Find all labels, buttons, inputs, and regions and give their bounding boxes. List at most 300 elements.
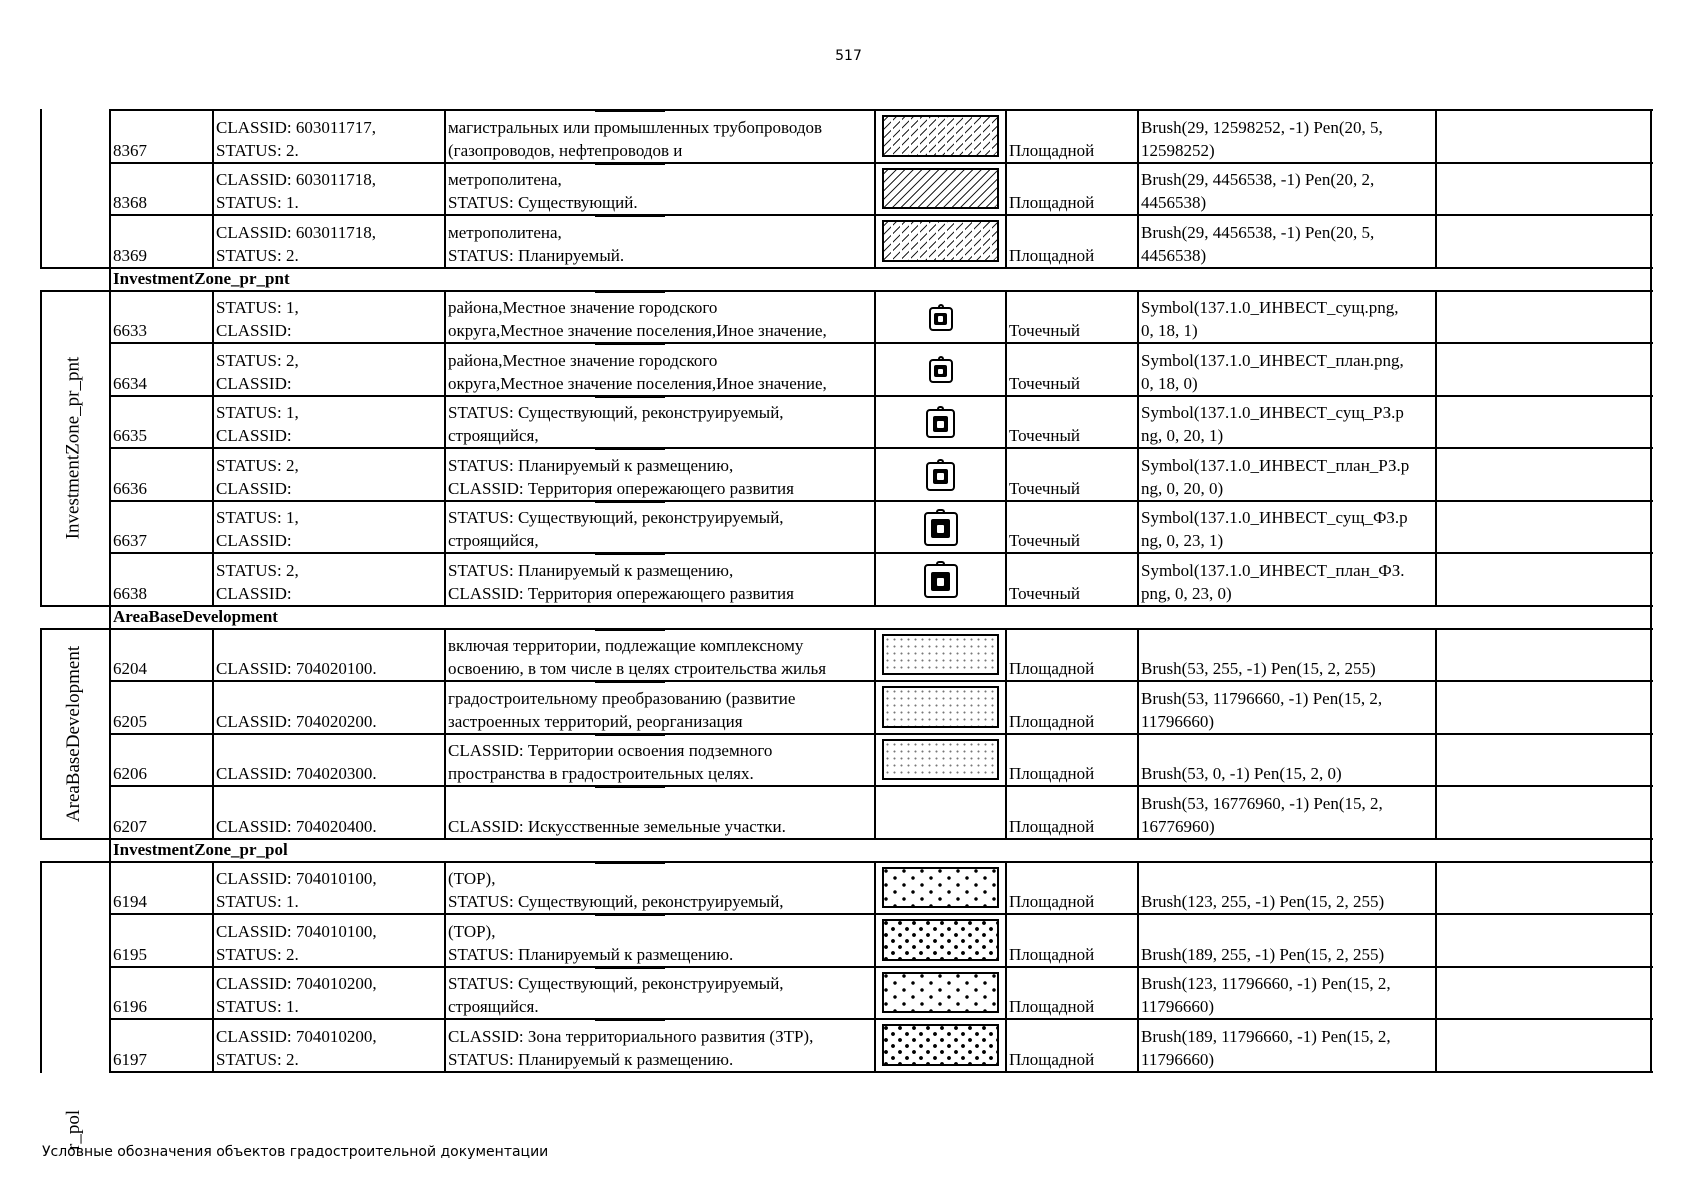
row-classid-status-line: CLASSID: 704010200, bbox=[216, 974, 377, 993]
row-style-string bbox=[1139, 629, 1435, 681]
row-classid-status bbox=[214, 1019, 444, 1071]
grid-line bbox=[1435, 290, 1437, 607]
row-classid-status bbox=[214, 448, 444, 500]
grid-line bbox=[1005, 109, 1007, 269]
row-classid-status-line: CLASSID: 603011718, bbox=[216, 222, 376, 242]
grid-line bbox=[110, 500, 1653, 502]
clipped-text-tick bbox=[595, 111, 665, 112]
grid-line bbox=[212, 109, 214, 269]
row-id-text: 8367 bbox=[113, 140, 147, 160]
row-classid-status bbox=[214, 163, 444, 215]
row-style-string-line: Brush(53, 0, -1) Pen(15, 2, 0) bbox=[1141, 764, 1342, 783]
row-id bbox=[111, 215, 212, 267]
row-style-string-line: Brush(29, 12598252, -1) Pen(20, 5, bbox=[1141, 117, 1383, 137]
row-style-string bbox=[1139, 681, 1435, 733]
page-footer: Условные обозначения объектов градостроительной документации bbox=[42, 1144, 549, 1160]
fill-pattern-swatch bbox=[882, 686, 999, 728]
clipped-text-tick bbox=[595, 397, 665, 398]
briefcase-icon bbox=[929, 359, 953, 383]
row-classid-status bbox=[214, 629, 444, 681]
row-classid-status-line: CLASSID: bbox=[216, 478, 292, 498]
row-description bbox=[446, 448, 874, 500]
row-classid-status-line: STATUS: 2. bbox=[216, 140, 299, 160]
section-vertical-label-box bbox=[41, 629, 110, 839]
row-style-string-line: 4456538) bbox=[1141, 193, 1207, 212]
row-style-string-line: Symbol(137.1.0_ИНВЕСТ_план_ФЗ. bbox=[1141, 560, 1405, 580]
row-geometry-type-text: Площадной bbox=[1009, 711, 1095, 731]
row-style-string bbox=[1139, 501, 1435, 553]
row-id-text: 6206 bbox=[113, 764, 147, 783]
briefcase-body bbox=[931, 519, 950, 538]
grid-line bbox=[41, 838, 112, 840]
grid-line bbox=[1650, 838, 1652, 863]
row-description-line bbox=[448, 792, 874, 815]
briefcase-body bbox=[934, 313, 946, 325]
row-geometry-type-text: Площадной bbox=[1009, 659, 1095, 678]
clipped-text-tick bbox=[595, 682, 665, 683]
row-style-string-line: Brush(53, 11796660, -1) Pen(15, 2, bbox=[1141, 688, 1383, 708]
grid-line bbox=[212, 628, 214, 840]
section-vertical-label-box bbox=[41, 862, 110, 1150]
row-description-line: района,Местное значение городского bbox=[448, 350, 718, 370]
row-classid-status bbox=[214, 215, 444, 267]
row-geometry-type bbox=[1007, 501, 1137, 553]
clipped-text-tick bbox=[595, 787, 665, 788]
row-id bbox=[111, 734, 212, 786]
row-style-string bbox=[1139, 1019, 1435, 1071]
briefcase-body bbox=[931, 572, 950, 591]
row-style-string-line: Brush(29, 4456538, -1) Pen(20, 2, bbox=[1141, 170, 1375, 189]
row-description-line: (газопроводов, нефтепроводов и bbox=[448, 140, 683, 160]
row-description bbox=[446, 163, 874, 215]
row-classid-status bbox=[214, 343, 444, 395]
row-geometry-type-text: Точечный bbox=[1009, 478, 1081, 498]
row-classid-status bbox=[214, 967, 444, 1019]
row-geometry-type bbox=[1007, 343, 1137, 395]
row-classid-status-line: CLASSID: 603011717, bbox=[216, 117, 376, 137]
grid-line bbox=[110, 1018, 1653, 1020]
row-classid-status-line: CLASSID: 603011718, bbox=[216, 170, 376, 189]
grid-line bbox=[110, 966, 1653, 968]
grid-line bbox=[110, 395, 1653, 397]
row-style-string-line: Symbol(137.1.0_ИНВЕСТ_сущ_РЗ.p bbox=[1141, 403, 1404, 422]
row-description-line: CLASSID: Зона территориального развития (ЗТР), bbox=[448, 1026, 814, 1046]
briefcase-handle bbox=[936, 561, 945, 566]
row-classid-status-line: CLASSID: 704020100. bbox=[216, 659, 377, 678]
row-classid-status-line: STATUS: 1. bbox=[216, 997, 299, 1016]
row-style-string-line: png, 0, 23, 0) bbox=[1141, 583, 1232, 603]
row-geometry-type-text: Точечный bbox=[1009, 426, 1081, 445]
row-geometry-type bbox=[1007, 967, 1137, 1019]
clipped-text-tick bbox=[595, 344, 665, 345]
row-description-line: STATUS: Существующий. bbox=[448, 193, 638, 212]
row-classid-status-line: CLASSID: 704020300. bbox=[216, 764, 377, 783]
row-style-string-line: Symbol(137.1.0_ИНВЕСТ_план.png, bbox=[1141, 350, 1404, 370]
row-classid-status-line: CLASSID: 704010100, bbox=[216, 869, 377, 888]
fill-pattern-swatch bbox=[882, 919, 999, 961]
section-vertical-label: AreaBaseDevelopment bbox=[62, 645, 84, 822]
row-geometry-type-text: Точечный bbox=[1009, 583, 1081, 603]
row-classid-status-line bbox=[216, 792, 444, 815]
row-geometry-type bbox=[1007, 734, 1137, 786]
row-description-line: STATUS: Существующий, реконструируемый, bbox=[448, 403, 784, 422]
row-style-string bbox=[1139, 862, 1435, 914]
row-description bbox=[446, 110, 874, 162]
row-style-string-line bbox=[1141, 739, 1435, 762]
row-classid-status-line: CLASSID: 704010200, bbox=[216, 1026, 377, 1046]
row-id-text: 6196 bbox=[113, 997, 147, 1016]
clipped-text-tick bbox=[595, 915, 665, 916]
grid-line bbox=[110, 552, 1653, 554]
row-description-line: магистральных или промышленных трубопроводов bbox=[448, 117, 823, 137]
grid-line bbox=[1650, 861, 1652, 1073]
row-description bbox=[446, 291, 874, 343]
row-description-line: метрополитена, bbox=[448, 222, 562, 242]
grid-line bbox=[1137, 109, 1139, 269]
row-description-line: округа,Местное значение поселения,Иное значение, bbox=[448, 373, 827, 393]
row-style-string-line bbox=[1141, 867, 1435, 890]
row-classid-status bbox=[214, 786, 444, 838]
row-classid-status-line: CLASSID: bbox=[216, 321, 292, 340]
row-classid-status-line bbox=[216, 739, 444, 762]
row-classid-status bbox=[214, 396, 444, 448]
row-id bbox=[111, 914, 212, 966]
clipped-text-tick bbox=[595, 630, 665, 631]
row-description bbox=[446, 629, 874, 681]
grid-line bbox=[110, 1071, 1653, 1073]
row-description-line: STATUS: Существующий, реконструируемый, bbox=[448, 508, 784, 527]
briefcase-handle bbox=[937, 459, 945, 464]
grid-line bbox=[1005, 861, 1007, 1073]
row-style-string bbox=[1139, 448, 1435, 500]
briefcase-handle bbox=[938, 304, 944, 309]
row-description-line: градостроительному преобразованию (развитие bbox=[448, 688, 796, 708]
grid-line bbox=[1650, 628, 1652, 840]
row-classid-status bbox=[214, 734, 444, 786]
row-id bbox=[111, 343, 212, 395]
row-geometry-type-text: Площадной bbox=[1009, 245, 1095, 265]
clipped-text-tick bbox=[595, 449, 665, 450]
clipped-text-tick bbox=[595, 968, 665, 969]
row-id-text: 6637 bbox=[113, 531, 147, 550]
grid-line bbox=[1137, 628, 1139, 840]
row-style-string bbox=[1139, 396, 1435, 448]
row-geometry-type bbox=[1007, 448, 1137, 500]
row-description-line: STATUS: Планируемый. bbox=[448, 245, 625, 265]
section-vertical-label: r_pol bbox=[62, 1109, 84, 1150]
row-description bbox=[446, 215, 874, 267]
row-classid-status-line: STATUS: 2. bbox=[216, 944, 299, 964]
row-classid-status-line: STATUS: 1, bbox=[216, 508, 299, 527]
grid-line bbox=[41, 861, 112, 863]
row-geometry-type bbox=[1007, 786, 1137, 838]
grid-line bbox=[874, 109, 876, 269]
row-style-string bbox=[1139, 734, 1435, 786]
fill-pattern-swatch bbox=[882, 634, 999, 676]
row-classid-status-line: STATUS: 2, bbox=[216, 350, 299, 370]
row-description-line: строящийся, bbox=[448, 426, 539, 445]
fill-pattern-swatch bbox=[882, 867, 999, 909]
row-style-string-line bbox=[1141, 920, 1435, 943]
row-classid-status-line: STATUS: 1, bbox=[216, 298, 299, 317]
row-id-text: 6195 bbox=[113, 944, 147, 964]
row-style-string-line bbox=[1141, 634, 1435, 657]
row-style-string bbox=[1139, 215, 1435, 267]
clipped-text-tick bbox=[595, 292, 665, 293]
grid-line bbox=[110, 290, 1653, 292]
row-geometry-type-text: Площадной bbox=[1009, 764, 1095, 783]
row-classid-status bbox=[214, 291, 444, 343]
grid-line bbox=[110, 680, 1653, 682]
briefcase-body bbox=[934, 365, 946, 377]
briefcase-icon bbox=[924, 512, 958, 546]
row-id bbox=[111, 967, 212, 1019]
row-geometry-type bbox=[1007, 396, 1137, 448]
row-description-line: STATUS: Планируемый к размещению, bbox=[448, 560, 734, 580]
row-style-string-line: Symbol(137.1.0_ИНВЕСТ_сущ.png, bbox=[1141, 298, 1399, 317]
row-id bbox=[111, 681, 212, 733]
grid-line bbox=[110, 214, 1653, 216]
briefcase-handle bbox=[938, 356, 944, 361]
row-geometry-type bbox=[1007, 629, 1137, 681]
row-style-string-line: ng, 0, 20, 0) bbox=[1141, 478, 1224, 498]
row-style-string-line: 16776960) bbox=[1141, 816, 1215, 836]
row-style-string-line: Brush(123, 11796660, -1) Pen(15, 2, bbox=[1141, 974, 1391, 993]
section-vertical-label: InvestmentZone_pr_pnt bbox=[62, 356, 84, 540]
grid-line bbox=[1005, 290, 1007, 607]
section-title: InvestmentZone_pr_pnt bbox=[113, 268, 290, 288]
row-geometry-type-text: Точечный bbox=[1009, 321, 1081, 340]
grid-line bbox=[1650, 267, 1652, 292]
row-description bbox=[446, 343, 874, 395]
row-description-line: включая территории, подлежащие комплексному bbox=[448, 636, 804, 655]
grid-line bbox=[41, 267, 112, 269]
row-id bbox=[111, 291, 212, 343]
row-id bbox=[111, 448, 212, 500]
grid-line bbox=[1435, 861, 1437, 1073]
clipped-text-tick bbox=[595, 735, 665, 736]
row-classid-status-line: STATUS: 2. bbox=[216, 245, 299, 265]
row-id-text: 6197 bbox=[113, 1049, 147, 1069]
row-classid-status-line: CLASSID: 704020200. bbox=[216, 711, 377, 731]
row-geometry-type-text: Точечный bbox=[1009, 373, 1081, 393]
fill-pattern-swatch bbox=[882, 115, 999, 157]
row-id-text: 6205 bbox=[113, 711, 147, 731]
row-geometry-type bbox=[1007, 681, 1137, 733]
row-id-text: 6634 bbox=[113, 373, 147, 393]
row-geometry-type bbox=[1007, 553, 1137, 605]
row-description bbox=[446, 914, 874, 966]
row-description-line: STATUS: Существующий, реконструируемый, bbox=[448, 892, 784, 911]
grid-line bbox=[109, 838, 111, 863]
row-style-string-line: 12598252) bbox=[1141, 140, 1215, 160]
fill-pattern-swatch bbox=[882, 1024, 999, 1066]
row-description bbox=[446, 786, 874, 838]
row-classid-status-line bbox=[216, 687, 444, 710]
row-geometry-type bbox=[1007, 110, 1137, 162]
row-description bbox=[446, 862, 874, 914]
grid-line bbox=[109, 605, 111, 630]
row-id bbox=[111, 862, 212, 914]
row-description-line: освоению, в том числе в целях строительства жилья bbox=[448, 659, 827, 678]
clipped-text-tick bbox=[595, 1020, 665, 1021]
row-style-string bbox=[1139, 163, 1435, 215]
row-style-string-line: Brush(53, 255, -1) Pen(15, 2, 255) bbox=[1141, 659, 1376, 678]
row-style-string-line: Symbol(137.1.0_ИНВЕСТ_план_РЗ.p bbox=[1141, 455, 1410, 475]
row-description-line: STATUS: Планируемый к размещению. bbox=[448, 944, 734, 964]
grid-line bbox=[40, 861, 42, 1073]
row-classid-status bbox=[214, 501, 444, 553]
briefcase-icon bbox=[926, 462, 955, 491]
row-id bbox=[111, 396, 212, 448]
row-description-line: STATUS: Планируемый к размещению. bbox=[448, 1049, 734, 1069]
grid-line bbox=[874, 290, 876, 607]
row-classid-status bbox=[214, 110, 444, 162]
row-classid-status-line: CLASSID: 704010100, bbox=[216, 921, 377, 941]
row-style-string-line: 11796660) bbox=[1141, 711, 1215, 731]
row-description-line: (ТОР), bbox=[448, 921, 496, 941]
row-description-line: CLASSID: Территория опережающего развития bbox=[448, 478, 794, 498]
grid-line bbox=[110, 733, 1653, 735]
grid-line bbox=[110, 861, 1653, 863]
row-classid-status bbox=[214, 914, 444, 966]
row-geometry-type bbox=[1007, 1019, 1137, 1071]
grid-line bbox=[41, 605, 112, 607]
grid-line bbox=[40, 290, 42, 607]
row-description bbox=[446, 1019, 874, 1071]
row-id-text: 8368 bbox=[113, 193, 147, 212]
row-description-line: метрополитена, bbox=[448, 170, 562, 189]
row-classid-status-line: CLASSID: bbox=[216, 583, 292, 603]
fill-pattern-swatch bbox=[882, 739, 999, 781]
row-id-text: 6633 bbox=[113, 321, 147, 340]
row-style-string-line: Brush(53, 16776960, -1) Pen(15, 2, bbox=[1141, 793, 1383, 813]
row-id bbox=[111, 110, 212, 162]
row-style-string-line: 0, 18, 0) bbox=[1141, 373, 1198, 393]
row-style-string-line: Brush(189, 255, -1) Pen(15, 2, 255) bbox=[1141, 944, 1385, 964]
fill-pattern-swatch bbox=[882, 168, 999, 210]
grid-line bbox=[110, 628, 1653, 630]
row-geometry-type bbox=[1007, 291, 1137, 343]
row-style-string-line: Brush(29, 4456538, -1) Pen(20, 5, bbox=[1141, 222, 1375, 242]
row-description-line: строящийся. bbox=[448, 997, 539, 1016]
grid-line bbox=[1650, 605, 1652, 630]
grid-line bbox=[1435, 109, 1437, 269]
row-id-text: 6636 bbox=[113, 478, 147, 498]
row-geometry-type bbox=[1007, 862, 1137, 914]
row-style-string bbox=[1139, 110, 1435, 162]
row-description-line: строящийся, bbox=[448, 531, 539, 550]
grid-line bbox=[41, 628, 112, 630]
row-description bbox=[446, 734, 874, 786]
grid-line bbox=[1435, 628, 1437, 840]
grid-line bbox=[110, 447, 1653, 449]
row-classid-status-line: CLASSID: bbox=[216, 426, 292, 445]
row-classid-status-line: CLASSID: 704020400. bbox=[216, 816, 377, 836]
row-classid-status-line: STATUS: 2, bbox=[216, 560, 299, 580]
section-vertical-label-box bbox=[41, 291, 110, 606]
row-description bbox=[446, 501, 874, 553]
row-style-string-line: ng, 0, 20, 1) bbox=[1141, 426, 1224, 445]
row-classid-status-line: STATUS: 1, bbox=[216, 403, 299, 422]
grid-line bbox=[444, 290, 446, 607]
grid-line bbox=[444, 109, 446, 269]
grid-line bbox=[110, 162, 1653, 164]
fill-pattern-swatch bbox=[882, 220, 999, 262]
row-classid-status-line: STATUS: 2. bbox=[216, 1049, 299, 1069]
row-geometry-type-text: Площадной bbox=[1009, 1049, 1095, 1069]
row-id bbox=[111, 629, 212, 681]
row-description bbox=[446, 681, 874, 733]
row-classid-status-line: CLASSID: bbox=[216, 373, 292, 393]
grid-line bbox=[41, 290, 112, 292]
row-geometry-type-text: Площадной bbox=[1009, 892, 1095, 911]
row-description bbox=[446, 396, 874, 448]
row-id-text: 6638 bbox=[113, 583, 147, 603]
row-style-string-line: 0, 18, 1) bbox=[1141, 321, 1198, 340]
briefcase-handle bbox=[937, 406, 945, 411]
row-description-line: STATUS: Существующий, реконструируемый, bbox=[448, 974, 784, 993]
grid-line bbox=[110, 785, 1653, 787]
row-style-string bbox=[1139, 786, 1435, 838]
grid-line bbox=[40, 109, 42, 269]
section-title: AreaBaseDevelopment bbox=[113, 606, 278, 626]
row-description bbox=[446, 967, 874, 1019]
grid-line bbox=[110, 342, 1653, 344]
row-id bbox=[111, 501, 212, 553]
row-classid-status bbox=[214, 681, 444, 733]
row-geometry-type-text: Площадной bbox=[1009, 997, 1095, 1016]
row-description-line: района,Местное значение городского bbox=[448, 298, 718, 317]
row-description-line: округа,Местное значение поселения,Иное значение, bbox=[448, 321, 827, 340]
row-geometry-type-text: Площадной bbox=[1009, 193, 1095, 212]
grid-line bbox=[110, 913, 1653, 915]
row-geometry-type-text: Площадной bbox=[1009, 140, 1095, 160]
clipped-text-tick bbox=[595, 216, 665, 217]
grid-line bbox=[110, 109, 1653, 111]
row-classid-status-line: STATUS: 2, bbox=[216, 455, 299, 475]
grid-line bbox=[109, 109, 111, 269]
grid-line bbox=[1650, 290, 1652, 607]
row-style-string-line: 11796660) bbox=[1141, 1049, 1215, 1069]
row-classid-status-line: CLASSID: bbox=[216, 531, 292, 550]
row-style-string-line: ng, 0, 23, 1) bbox=[1141, 531, 1224, 550]
row-id-text: 6207 bbox=[113, 816, 147, 836]
row-id-text: 6194 bbox=[113, 892, 147, 911]
row-description-line: CLASSID: Территории освоения подземного bbox=[448, 741, 773, 760]
fill-pattern-swatch bbox=[882, 972, 999, 1014]
row-classid-status-line bbox=[216, 634, 444, 657]
row-style-string-line: Symbol(137.1.0_ИНВЕСТ_сущ_ФЗ.p bbox=[1141, 508, 1408, 527]
row-style-string bbox=[1139, 343, 1435, 395]
row-geometry-type-text: Точечный bbox=[1009, 531, 1081, 550]
row-description-line: застроенных территорий, реорганизация bbox=[448, 711, 743, 731]
row-classid-status-line: STATUS: 1. bbox=[216, 193, 299, 212]
briefcase-handle bbox=[936, 509, 945, 514]
grid-line bbox=[874, 628, 876, 840]
row-description bbox=[446, 553, 874, 605]
row-id bbox=[111, 553, 212, 605]
grid-line bbox=[1137, 861, 1139, 1073]
row-geometry-type bbox=[1007, 163, 1137, 215]
briefcase-icon bbox=[929, 307, 953, 331]
grid-line bbox=[1005, 628, 1007, 840]
row-classid-status bbox=[214, 862, 444, 914]
grid-line bbox=[444, 628, 446, 840]
row-description-line: CLASSID: Искусственные земельные участки. bbox=[448, 816, 786, 836]
row-geometry-type bbox=[1007, 914, 1137, 966]
row-id bbox=[111, 163, 212, 215]
